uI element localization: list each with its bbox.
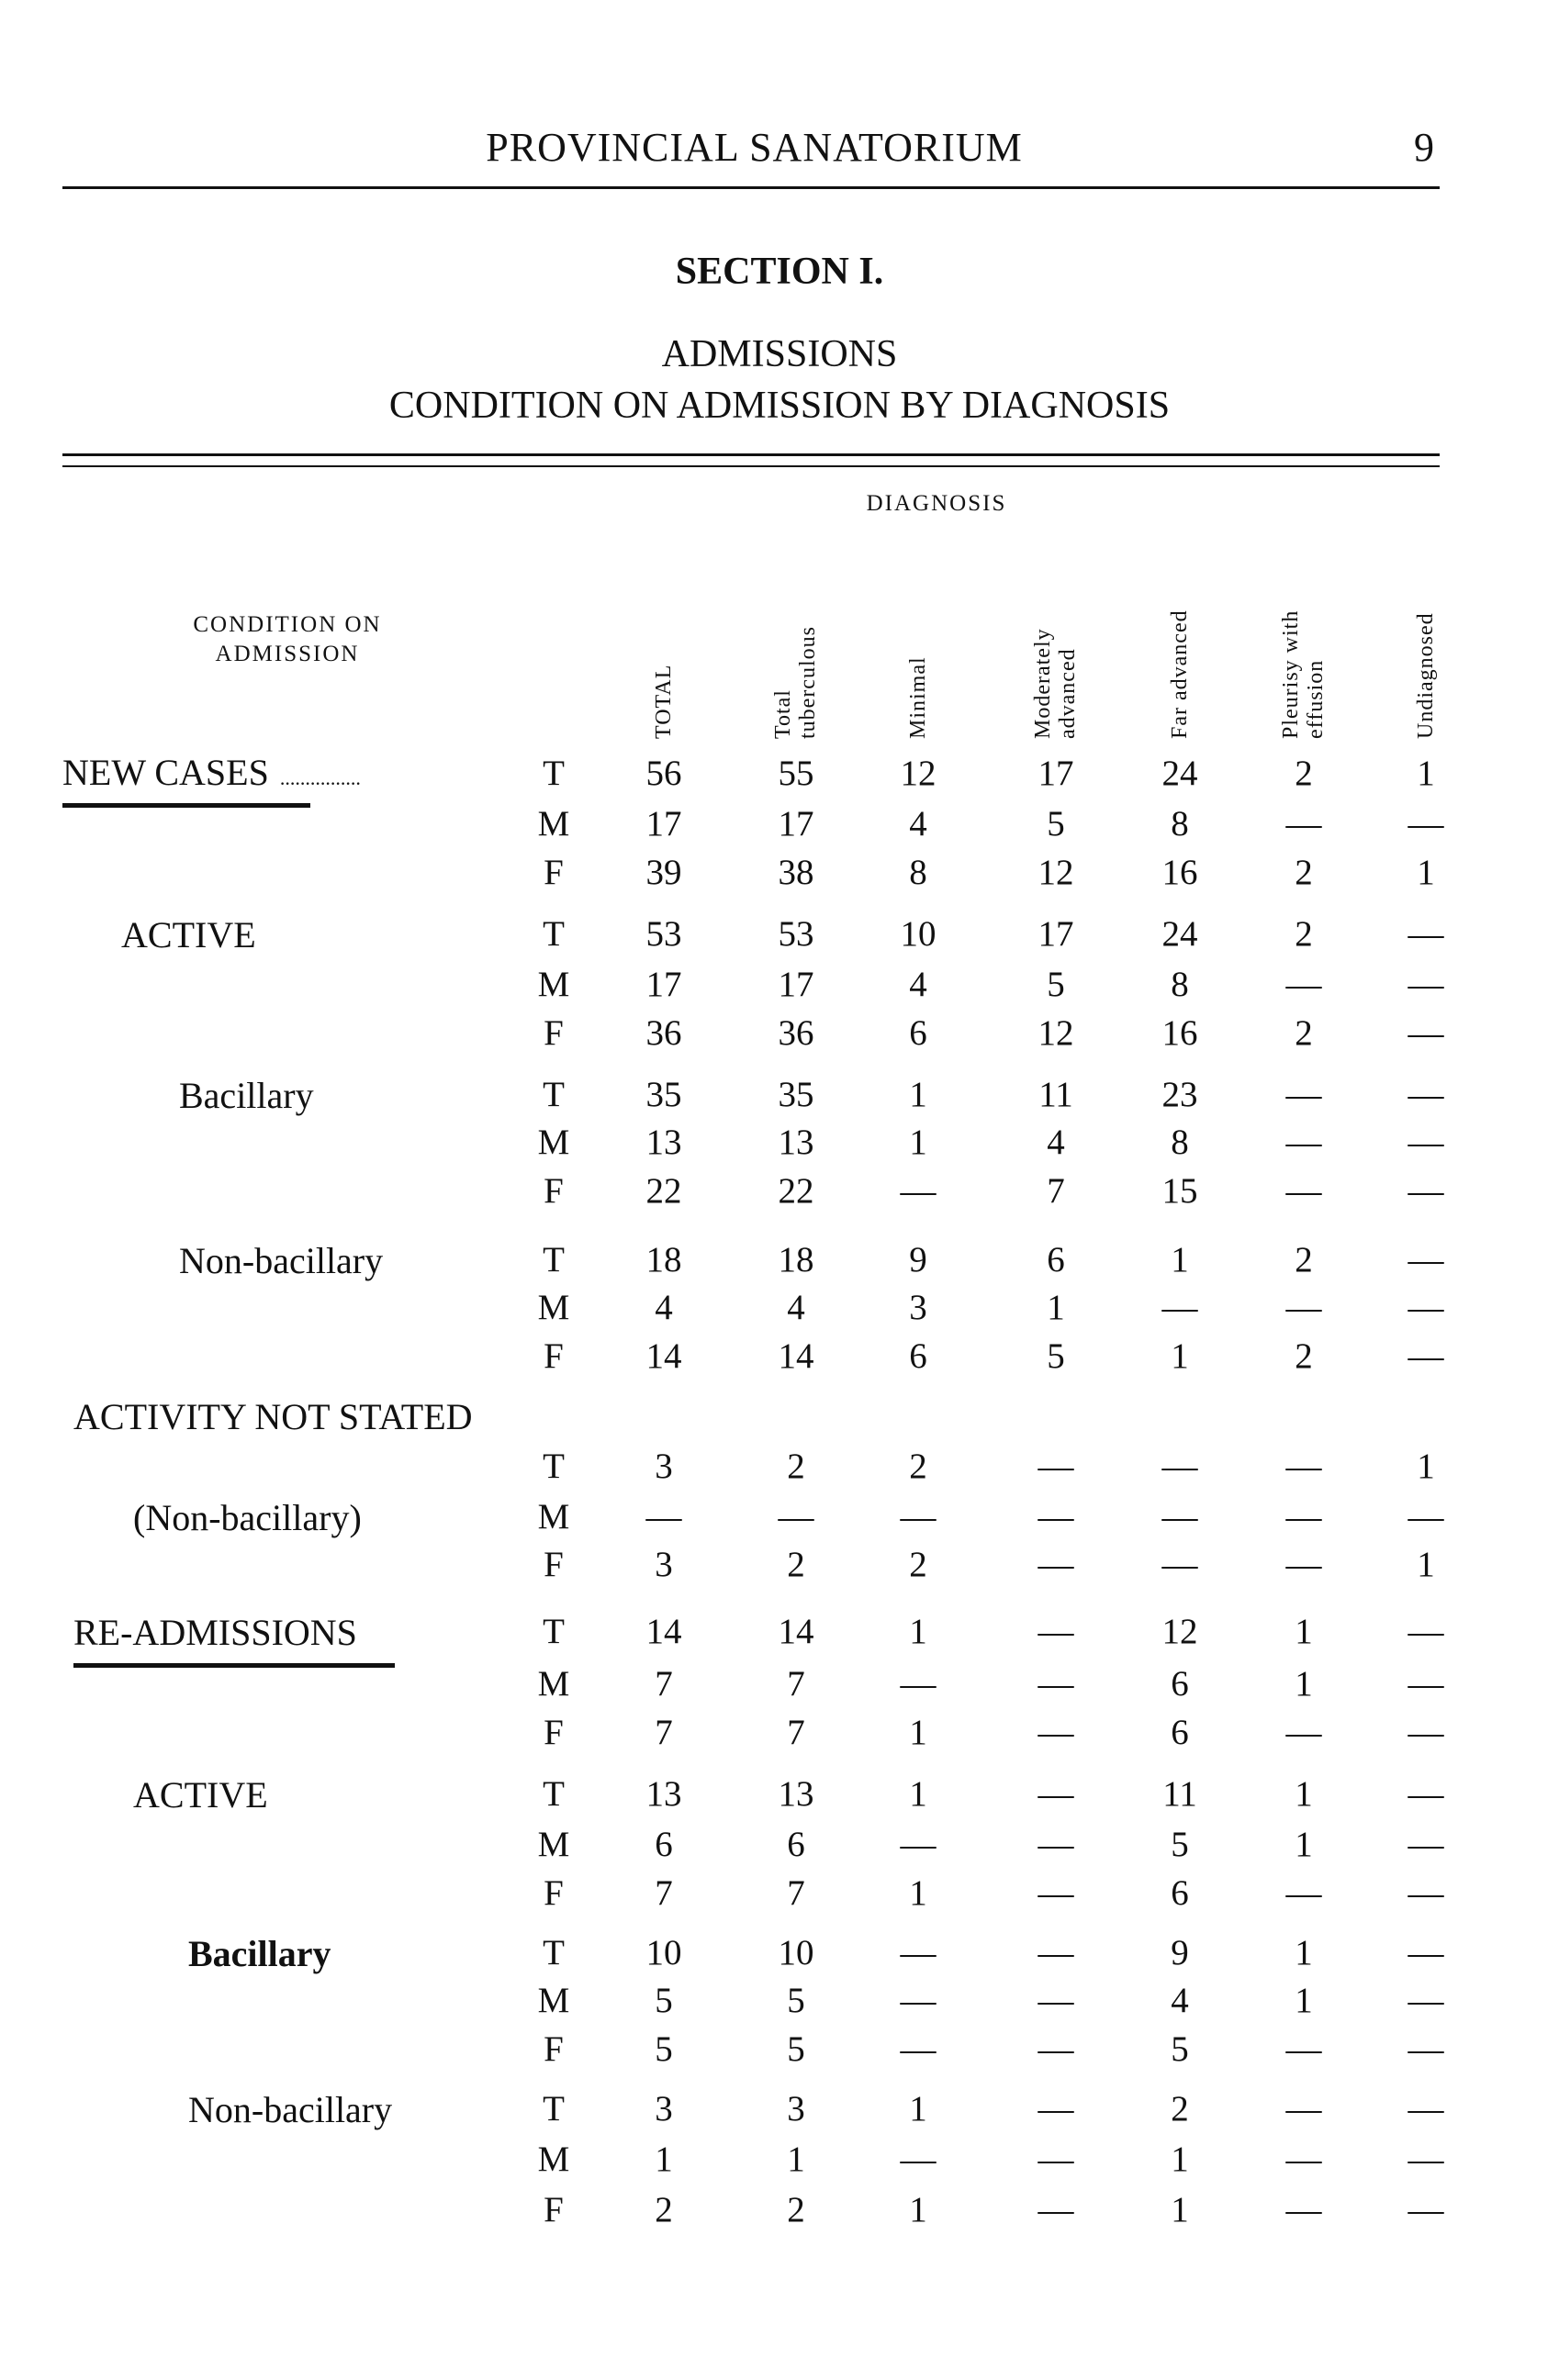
value-cell: 14 (778, 1336, 814, 1376)
row-group-label (133, 1496, 362, 1539)
sex-code-cell: M (537, 1123, 570, 1162)
row-group-label-text: Bacillary (179, 1075, 314, 1116)
value-cell: — (1408, 1774, 1444, 1814)
value-cell: — (1285, 2029, 1322, 2069)
value-cell: 2 (787, 1545, 805, 1584)
value-cell: — (1285, 1447, 1322, 1486)
value-cell: — (1408, 1825, 1444, 1864)
value-cell: 1 (1171, 1336, 1189, 1376)
value-cell: 5 (1047, 1336, 1065, 1376)
value-cell: — (1408, 1075, 1444, 1114)
value-cell: 1 (909, 1075, 927, 1114)
value-cell: 36 (778, 1013, 814, 1053)
value-cell: 6 (909, 1336, 927, 1376)
column-header-6 (1414, 612, 1439, 739)
column-header-line: tuberculous (796, 626, 820, 739)
value-cell: 7 (1047, 1171, 1065, 1211)
value-cell: 1 (909, 1713, 927, 1752)
row-group-label-text: ACTIVITY NOT STATED (73, 1396, 473, 1437)
value-cell: 6 (655, 1825, 673, 1864)
sex-code-cell: F (544, 1545, 564, 1584)
value-cell: — (1285, 2140, 1322, 2179)
row-group-label-text: Bacillary (188, 1933, 331, 1974)
value-cell: — (1037, 2029, 1074, 2069)
value-cell: 5 (1171, 2029, 1189, 2069)
value-cell: 16 (1161, 1013, 1198, 1053)
value-cell: — (1037, 2140, 1074, 2179)
value-cell: 4 (1171, 1981, 1189, 2020)
value-cell: 38 (778, 853, 814, 892)
sex-code-cell: F (544, 1873, 564, 1913)
value-cell: — (1037, 1497, 1074, 1536)
value-cell: — (1408, 1873, 1444, 1913)
value-cell: — (1037, 1612, 1074, 1651)
value-cell: 13 (778, 1774, 814, 1814)
condition-header-line-1: CONDITION ON (193, 612, 382, 637)
column-header-line: TOTAL (651, 664, 676, 739)
value-cell: 2 (787, 1447, 805, 1486)
value-cell: — (1408, 2190, 1444, 2229)
value-cell: 1 (787, 2140, 805, 2179)
column-header-line: Far advanced (1167, 609, 1192, 739)
value-cell: 2 (1295, 1240, 1313, 1279)
value-cell: — (1285, 1123, 1322, 1162)
value-cell: 1 (1047, 1288, 1065, 1327)
value-cell: 13 (645, 1774, 682, 1814)
row-group-label (62, 751, 361, 794)
column-header-3 (1031, 628, 1081, 739)
value-cell: — (1161, 1447, 1198, 1486)
top-double-rule-upper (62, 453, 1440, 456)
value-cell: 7 (655, 1664, 673, 1704)
value-cell: 1 (1295, 1774, 1313, 1814)
row-group-label-text: Non-bacillary (188, 2089, 393, 2130)
value-cell: — (1408, 1981, 1444, 2020)
value-cell: — (1408, 1664, 1444, 1704)
value-cell: 8 (1171, 965, 1189, 1004)
value-cell: — (1408, 2089, 1444, 2129)
value-cell: — (900, 2140, 937, 2179)
value-cell: 35 (645, 1075, 682, 1114)
value-cell: — (1285, 2190, 1322, 2229)
value-cell: 12 (1037, 853, 1074, 892)
value-cell: 14 (645, 1336, 682, 1376)
value-cell: 14 (645, 1612, 682, 1651)
value-cell: — (645, 1497, 682, 1536)
row-group-label-text: (Non-bacillary) (133, 1497, 362, 1538)
value-cell: — (1037, 1713, 1074, 1752)
value-cell: 1 (1295, 1933, 1313, 1972)
value-cell: 6 (787, 1825, 805, 1864)
value-cell: — (1037, 1981, 1074, 2020)
sex-code-cell: F (544, 1336, 564, 1376)
value-cell: 6 (909, 1013, 927, 1053)
sex-code-cell: M (537, 1288, 570, 1327)
row-group-label (179, 1239, 383, 1282)
sex-code-cell: F (544, 1013, 564, 1053)
row-group-label-text: Non-bacillary (179, 1240, 384, 1281)
value-cell: 13 (645, 1123, 682, 1162)
sex-code-cell: M (537, 1664, 570, 1704)
value-cell: — (1037, 1933, 1074, 1972)
value-cell: 3 (655, 2089, 673, 2129)
value-cell: 5 (1047, 965, 1065, 1004)
sex-code-cell: T (543, 1447, 565, 1486)
column-header-0 (652, 665, 677, 739)
value-cell: 6 (1047, 1240, 1065, 1279)
column-header-line: Undiagnosed (1413, 612, 1438, 739)
sex-code-cell: F (544, 1713, 564, 1752)
value-cell: 17 (645, 804, 682, 844)
value-cell: 53 (778, 914, 814, 954)
label-underline (62, 803, 310, 808)
value-cell: — (1037, 1825, 1074, 1864)
table-title: ADMISSIONS (661, 333, 898, 375)
row-group-label-text: ACTIVE (121, 914, 256, 955)
value-cell: — (1285, 1288, 1322, 1327)
value-cell: — (1285, 1075, 1322, 1114)
value-cell: 1 (1417, 1447, 1435, 1486)
row-group-label (73, 1395, 473, 1438)
value-cell: 6 (1171, 1873, 1189, 1913)
value-cell: — (900, 1497, 937, 1536)
value-cell: 2 (909, 1447, 927, 1486)
value-cell: 7 (787, 1873, 805, 1913)
value-cell: 2 (1171, 2089, 1189, 2129)
condition-header-line-2: ADMISSION (215, 642, 360, 666)
table-subtitle: CONDITION ON ADMISSION BY DIAGNOSIS (388, 385, 1171, 427)
value-cell: — (900, 1664, 937, 1704)
sex-code-cell: F (544, 2190, 564, 2229)
value-cell: 9 (909, 1240, 927, 1279)
page-number: 9 (1414, 125, 1434, 170)
row-group-label (188, 1932, 331, 1975)
value-cell: 1 (1171, 2140, 1189, 2179)
value-cell: — (1408, 804, 1444, 844)
value-cell: 17 (645, 965, 682, 1004)
value-cell: 35 (778, 1075, 814, 1114)
row-group-label (133, 1773, 268, 1816)
value-cell: — (1408, 1013, 1444, 1053)
column-header-1 (771, 626, 821, 739)
value-cell: — (1408, 1497, 1444, 1536)
value-cell: — (1408, 2140, 1444, 2179)
value-cell: 5 (655, 2029, 673, 2069)
column-header-line: Pleurisy with (1279, 609, 1303, 739)
row-group-label-text: ACTIVE (133, 1774, 268, 1816)
section-heading: SECTION I. (675, 251, 884, 293)
value-cell: 12 (1161, 1612, 1198, 1651)
value-cell: 5 (1047, 804, 1065, 844)
sex-code-cell: M (537, 1497, 570, 1536)
value-cell: 18 (778, 1240, 814, 1279)
value-cell: — (900, 1933, 937, 1972)
value-cell: 3 (787, 2089, 805, 2129)
value-cell: 22 (645, 1171, 682, 1211)
sex-code-cell: M (537, 1981, 570, 2020)
value-cell: 15 (1161, 1171, 1198, 1211)
value-cell: — (1037, 1545, 1074, 1584)
value-cell: 8 (1171, 804, 1189, 844)
sex-code-cell: T (543, 1075, 565, 1114)
value-cell: 17 (778, 965, 814, 1004)
sex-code-cell: T (543, 1612, 565, 1651)
value-cell: 5 (787, 2029, 805, 2069)
column-header-line: Total (771, 689, 795, 739)
sex-code-cell: T (543, 2089, 565, 2129)
value-cell: — (1285, 965, 1322, 1004)
value-cell: — (900, 1825, 937, 1864)
value-cell: 7 (787, 1713, 805, 1752)
column-header-line: effusion (1304, 659, 1328, 739)
value-cell: — (900, 2029, 937, 2069)
header-rule (62, 186, 1440, 189)
value-cell: 6 (1171, 1713, 1189, 1752)
sex-code-cell: T (543, 1240, 565, 1279)
row-group-label-text: NEW CASES (62, 752, 269, 793)
value-cell: — (1408, 1713, 1444, 1752)
value-cell: 1 (1295, 1612, 1313, 1651)
value-cell: 1 (909, 1612, 927, 1651)
value-cell: 11 (1038, 1075, 1073, 1114)
sex-code-cell: F (544, 1171, 564, 1211)
value-cell: — (1408, 914, 1444, 954)
value-cell: — (1408, 1240, 1444, 1279)
value-cell: 13 (778, 1123, 814, 1162)
value-cell: 2 (1295, 754, 1313, 793)
value-cell: — (1408, 1288, 1444, 1327)
value-cell: — (1408, 1171, 1444, 1211)
value-cell: 2 (1295, 853, 1313, 892)
value-cell: 1 (1417, 853, 1435, 892)
value-cell: 2 (655, 2190, 673, 2229)
row-group-label (121, 913, 256, 956)
value-cell: 3 (655, 1447, 673, 1486)
value-cell: 17 (1037, 754, 1074, 793)
sex-code-cell: F (544, 853, 564, 892)
value-cell: 1 (1417, 754, 1435, 793)
value-cell: 5 (655, 1981, 673, 2020)
sex-code-cell: M (537, 2140, 570, 2179)
value-cell: 3 (909, 1288, 927, 1327)
value-cell: 1 (1171, 2190, 1189, 2229)
column-header-line: Moderately (1031, 628, 1055, 739)
value-cell: 1 (909, 1873, 927, 1913)
value-cell: — (1408, 1123, 1444, 1162)
column-header-line: Minimal (905, 656, 930, 739)
value-cell: 24 (1161, 754, 1198, 793)
sex-code-cell: T (543, 1933, 565, 1972)
value-cell: 1 (909, 1774, 927, 1814)
value-cell: — (1037, 1447, 1074, 1486)
value-cell: — (1161, 1497, 1198, 1536)
diagnosis-heading: DIAGNOSIS (866, 491, 1007, 516)
value-cell: — (1285, 1713, 1322, 1752)
value-cell: 10 (645, 1933, 682, 1972)
value-cell: 55 (778, 754, 814, 793)
value-cell: 18 (645, 1240, 682, 1279)
value-cell: — (1161, 1545, 1198, 1584)
value-cell: 1 (1417, 1545, 1435, 1584)
value-cell: 56 (645, 754, 682, 793)
value-cell: 5 (1171, 1825, 1189, 1864)
value-cell: 12 (1037, 1013, 1074, 1053)
value-cell: — (1285, 1873, 1322, 1913)
value-cell: 1 (909, 1123, 927, 1162)
value-cell: 4 (655, 1288, 673, 1327)
value-cell: — (778, 1497, 814, 1536)
value-cell: 17 (778, 804, 814, 844)
value-cell: 4 (1047, 1123, 1065, 1162)
condition-header (163, 610, 411, 669)
value-cell: 23 (1161, 1075, 1198, 1114)
value-cell: 14 (778, 1612, 814, 1651)
value-cell: 1 (909, 2190, 927, 2229)
sex-code-cell: T (543, 754, 565, 793)
value-cell: — (1285, 1497, 1322, 1536)
value-cell: 8 (909, 853, 927, 892)
column-header-line: advanced (1056, 648, 1080, 739)
value-cell: — (1408, 1336, 1444, 1376)
value-cell: 6 (1171, 1664, 1189, 1704)
row-group-label (179, 1074, 314, 1117)
value-cell: — (1285, 2089, 1322, 2129)
value-cell: 2 (1295, 914, 1313, 954)
dot-leader: ................ (279, 766, 361, 789)
value-cell: — (1037, 2089, 1074, 2129)
sex-code-cell: M (537, 1825, 570, 1864)
value-cell: 4 (909, 965, 927, 1004)
value-cell: — (1408, 965, 1444, 1004)
value-cell: 24 (1161, 914, 1198, 954)
row-group-label (188, 2088, 392, 2131)
value-cell: — (1408, 1612, 1444, 1651)
value-cell: 2 (1295, 1336, 1313, 1376)
column-header-4 (1168, 609, 1193, 739)
value-cell: 2 (1295, 1013, 1313, 1053)
value-cell: 12 (900, 754, 937, 793)
running-header: PROVINCIAL SANATORIUM (486, 125, 1023, 170)
row-group-label (73, 1611, 357, 1654)
value-cell: — (1037, 1774, 1074, 1814)
value-cell: — (1161, 1288, 1198, 1327)
value-cell: — (1037, 1664, 1074, 1704)
column-header-5 (1279, 610, 1329, 739)
value-cell: 2 (787, 2190, 805, 2229)
sex-code-cell: M (537, 804, 570, 844)
value-cell: — (1037, 1873, 1074, 1913)
value-cell: — (1285, 1545, 1322, 1584)
value-cell: 16 (1161, 853, 1198, 892)
value-cell: — (900, 1981, 937, 2020)
value-cell: 1 (909, 2089, 927, 2129)
value-cell: 1 (1295, 1825, 1313, 1864)
value-cell: 7 (787, 1664, 805, 1704)
value-cell: — (1037, 2190, 1074, 2229)
value-cell: 4 (909, 804, 927, 844)
value-cell: 39 (645, 853, 682, 892)
value-cell: 22 (778, 1171, 814, 1211)
value-cell: — (1285, 1171, 1322, 1211)
sex-code-cell: T (543, 1774, 565, 1814)
value-cell: 17 (1037, 914, 1074, 954)
row-group-label-text: RE-ADMISSIONS (73, 1612, 357, 1653)
value-cell: 1 (655, 2140, 673, 2179)
value-cell: 9 (1171, 1933, 1189, 1972)
value-cell: 5 (787, 1981, 805, 2020)
sex-code-cell: M (537, 965, 570, 1004)
value-cell: — (1408, 1933, 1444, 1972)
value-cell: 53 (645, 914, 682, 954)
value-cell: 1 (1171, 1240, 1189, 1279)
value-cell: — (1285, 804, 1322, 844)
value-cell: 1 (1295, 1981, 1313, 2020)
sex-code-cell: T (543, 914, 565, 954)
value-cell: 36 (645, 1013, 682, 1053)
value-cell: 1 (1295, 1664, 1313, 1704)
value-cell: 2 (909, 1545, 927, 1584)
value-cell: 8 (1171, 1123, 1189, 1162)
label-underline (73, 1663, 395, 1668)
value-cell: — (900, 1171, 937, 1211)
value-cell: 11 (1162, 1774, 1197, 1814)
value-cell: 10 (900, 914, 937, 954)
value-cell: 10 (778, 1933, 814, 1972)
value-cell: 3 (655, 1545, 673, 1584)
value-cell: 7 (655, 1713, 673, 1752)
column-header-2 (906, 656, 931, 739)
value-cell: — (1408, 2029, 1444, 2069)
value-cell: 7 (655, 1873, 673, 1913)
value-cell: 4 (787, 1288, 805, 1327)
sex-code-cell: F (544, 2029, 564, 2069)
top-double-rule-lower (62, 465, 1440, 467)
